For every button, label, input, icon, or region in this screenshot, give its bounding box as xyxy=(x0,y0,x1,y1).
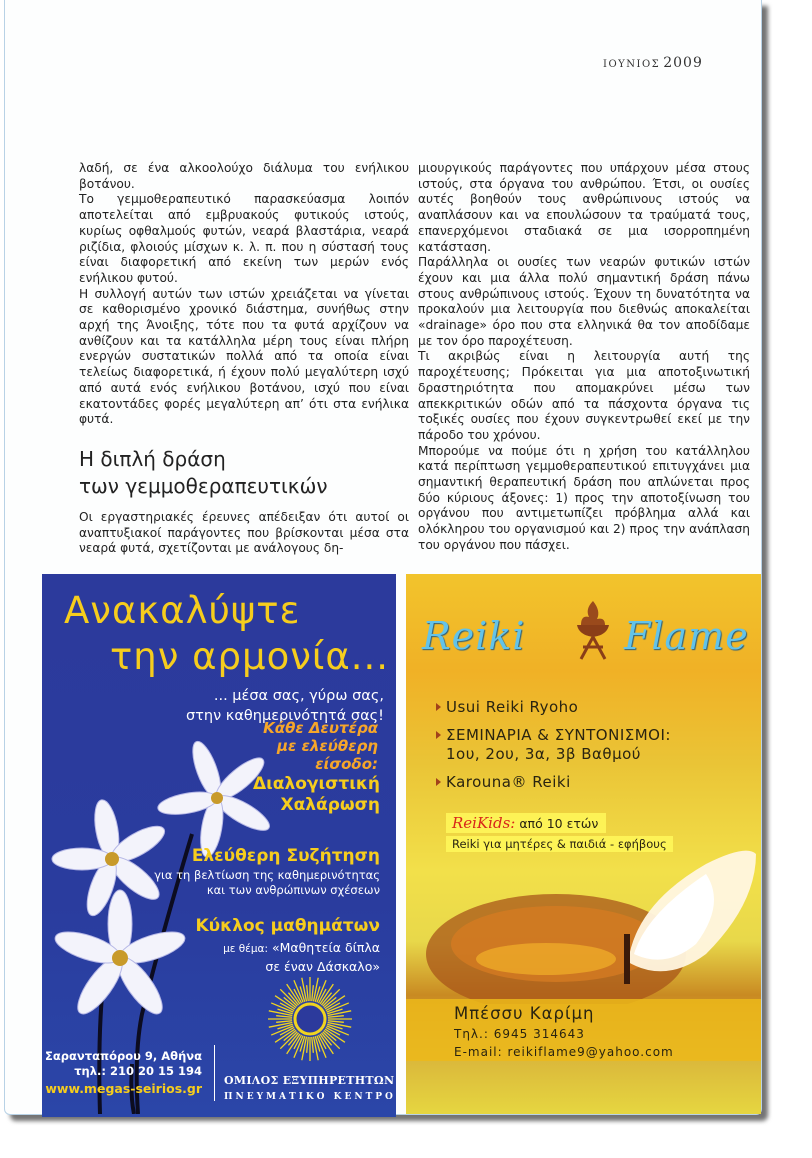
feature2-desc-2: και των ανθρώπινων σχέσεων xyxy=(206,883,380,897)
bullet-arrow-icon xyxy=(436,731,441,739)
subheading-line-2: των γεμμοθεραπευτικών xyxy=(79,473,328,498)
reikids-brand: ReiKids: xyxy=(452,814,516,832)
mondays-line-3: είσοδο: xyxy=(315,755,378,773)
contact-phone: Τηλ.: 6945 314643 xyxy=(454,1027,585,1041)
bullet-arrow-icon xyxy=(436,778,441,786)
article-paragraph: Το γεμμοθεραπευτικό παρασκεύασμα λοιπόν αποτελείται από εμβρυακούς φυτικούς ιστούς, κυρίως οφθαλμούς φυτών, νεαρά βλαστάρια, νεαρά ριζίδια, φλοιούς μίσχων κ. λ. π. που η σύστασή τους είναι διαφορετική από εκείνη των μερών ενός ενήλικου φυτού. xyxy=(79,192,409,285)
reikids-banner xyxy=(446,813,606,833)
vertical-divider xyxy=(214,1045,215,1101)
service-label: Usui Reiki Ryoho xyxy=(446,698,579,716)
feature-course-desc xyxy=(223,939,380,975)
subline-1: ... μέσα σας, γύρω σας, xyxy=(213,688,384,704)
sun-ray xyxy=(312,985,314,1001)
service-item xyxy=(446,726,671,764)
service-item xyxy=(446,773,671,792)
candle-flame-illustration xyxy=(406,844,761,1004)
address: Σαρανταπόρου 9, Αθήνα xyxy=(45,1049,202,1063)
sun-ray xyxy=(328,1016,344,1018)
brand-title-word-1: Reiki xyxy=(422,614,526,658)
subheading-line-1: Η διπλή δράση xyxy=(79,446,226,471)
feature3-desc-1: «Μαθητεία δίπλα xyxy=(271,940,380,955)
header-year: 2009 xyxy=(663,55,703,71)
article-paragraph: Τι ακριβώς είναι η λειτουργία αυτή της παροχέτευσης; Πρόκειται για μια αποτοξινωτική δραστηριότητα που απομακρύνει μέσω των απεκκριτικών οδών από τα πάσχοντα όργανα τις τοξικές ουσίες που έχουν συγκεντρωθεί εκεί με την πάροδο του χρόνου. xyxy=(418,349,750,442)
mondays-free-entry xyxy=(263,719,378,773)
service-label: Karouna® Reiki xyxy=(446,773,571,791)
feature3-prefix: με θέμα: xyxy=(223,943,268,955)
contact-name: Μπέσσυ Καρίμη xyxy=(454,1004,595,1023)
feature-course-title: Κύκλος μαθημάτων xyxy=(195,916,380,936)
sun-ray xyxy=(312,1037,314,1053)
advertisement-megas-seirios xyxy=(42,574,396,1117)
sun-ray xyxy=(307,985,309,1001)
bullet-arrow-icon xyxy=(436,703,441,711)
feature3-desc-2: σε έναν Δάσκαλο» xyxy=(265,959,380,974)
feature1-line-1: Διαλογιστική xyxy=(253,774,380,794)
ad-headline xyxy=(64,588,389,680)
reikids-description: Reiki για μητέρες & παιδιά - εφήβους xyxy=(446,836,673,852)
article-paragraph: μιουργικούς παράγοντες που υπάρχουν μέσα στους ιστούς, στα όργανα του ανθρώπου. Έτσι, οι ουσίες αυτές βοηθούν τους ανθρώπινους ιστούς να αναπλάσουν και να επουλώσουν τα τραύματά τους, επανερχόμενοι σταδιακά σε μια ισορροπημένη κατάσταση. xyxy=(418,161,750,254)
advertisement-reiki-flame xyxy=(406,574,761,1114)
service-item xyxy=(446,698,671,717)
chalice-flame-icon xyxy=(571,599,615,663)
magazine-page xyxy=(4,0,762,1115)
sun-ray xyxy=(280,1032,297,1049)
service-label: ΣΕΜΙΝΑΡΙΑ & ΣΥΝΤΟΝΙΣΜΟΙ: xyxy=(446,726,671,744)
services-list xyxy=(446,698,671,801)
article-column-left xyxy=(79,161,409,557)
phone: τηλ.: 210 20 15 194 xyxy=(74,1064,202,1078)
headline-line-1: Ανακαλύψτε xyxy=(64,589,301,632)
mondays-line-1: Κάθε Δευτέρα xyxy=(263,719,378,737)
feature-meditation xyxy=(253,774,380,816)
flower-bottom xyxy=(52,890,189,1020)
org-name: ΟΜΙΛΟΣ ΕΞΥΠΗΡΕΤΗΤΩΝ xyxy=(224,1074,395,1087)
reikids-age: από 10 ετών xyxy=(519,816,599,831)
feature-discussion-title: Ελεύθερη Συζήτηση xyxy=(191,846,380,866)
feature1-line-2: Χαλάρωση xyxy=(280,795,380,815)
article-subheading xyxy=(79,446,409,500)
service-sublabel: 1ου, 2ου, 3α, 3β Βαθμού xyxy=(446,745,641,763)
article-paragraph: Παράλληλα οι ουσίες των νεαρών φυτικών ιστών έχουν και μια άλλα πολύ σημαντική δράση πάνω στους ανθρώπινους ιστούς. Έχουν τη δυνατότητα να προκαλούν μια λειτουργία που διεθνώς αποκαλείται «drainage» όρο που στα ελληνικά θα τον αποδίδαμε με τον όρο παροχέτευση. xyxy=(418,255,750,348)
mondays-line-2: με ελεύθερη xyxy=(276,737,378,755)
header-month: ΙΟΥΝΙΟΣ xyxy=(603,59,661,70)
sun-ray xyxy=(328,1021,344,1023)
website-link[interactable]: www.megas-seirios.gr xyxy=(45,1081,202,1096)
sun-ray xyxy=(276,1021,292,1023)
article-paragraph: Η συλλογή αυτών των ιστών χρειάζεται να γίνεται σε καθορισμένο χρονικό διάστημα, συνήθως στην αρχή της Άνοιξης, τότε που τα φυτά αρχίζουν να ανθίζουν και τα κατάλληλα μέρη τους είναι πλήρη ενεργών συστατικών πολλά από τα οποία είναι τελείως διαφορετικά, ή έχουν πολύ μεγαλύτερη ισχύ από αυτά ενός ενήλικου βοτάνου, ισχύ που είναι εκατοντάδες φορές μεγαλύτερη απ’ ότι στα ενήλικα φυτά. xyxy=(79,286,409,427)
sun-logo-icon xyxy=(260,974,360,1064)
sun-ray xyxy=(276,1016,292,1018)
sun-ray xyxy=(280,989,297,1006)
article-column-right xyxy=(418,161,750,554)
sun-ray xyxy=(323,1032,340,1049)
sun-ray xyxy=(307,1037,309,1053)
article-paragraph: Οι εργαστηριακές έρευνες απέδειξαν ότι αυτοί οι αναπτυξιακοί παράγοντες που βρίσκονται μέσα στα νεαρά φυτά, σχετίζονται με ανάλογους δη- xyxy=(79,509,409,556)
feature2-desc-1: για τη βελτίωση της καθημερινότητας xyxy=(154,868,380,882)
article-paragraph: Μπορούμε να πούμε ότι η χρήση του κατάλληλου κατά περίπτωση γεμμοθεραπευτικού επιτυγχάνει μια σημαντική θεραπευτική δράση που απλώνεται προς δύο κύριους άξονες: 1) προς την αποτοξίνωση του οργάνου που αντιμετωπίζει πρόβλημα αλλά και ολόκληρου του οργανισμού και 2) προς την ανάπλαση του οργάνου που πάσχει. xyxy=(418,443,750,552)
running-header xyxy=(603,52,703,71)
contact-email[interactable]: E-mail: reikiflame9@yahoo.com xyxy=(454,1045,674,1059)
article-paragraph: λαδή, σε ένα αλκοολούχο διάλυμα του ενήλικου βοτάνου. xyxy=(79,161,409,191)
subline-2: στην καθημερινότητά σας! xyxy=(185,708,384,724)
sun-ray xyxy=(323,989,340,1006)
address-block xyxy=(45,1049,202,1079)
brand-title-word-2: Flame xyxy=(624,614,749,658)
feature-discussion-desc xyxy=(154,868,380,898)
headline-line-2: την αρμονία... xyxy=(110,635,390,678)
org-subtitle: ΠΝΕΥΜΑΤΙΚΟ ΚΕΝΤΡΟ xyxy=(224,1092,396,1102)
